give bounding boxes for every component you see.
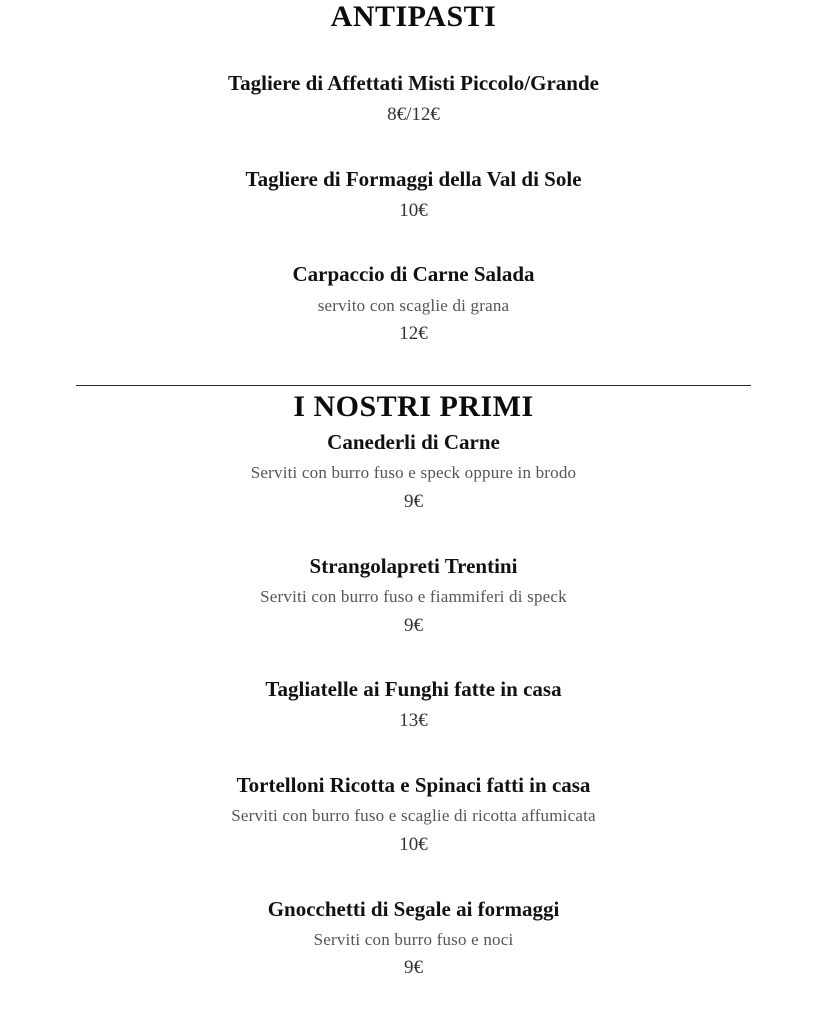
dish-price: 12€	[399, 323, 428, 344]
dish-price: 8€/12€	[387, 104, 440, 125]
dish-name: Canederli di Carne	[327, 430, 500, 454]
dish-description: Serviti con burro fuso e speck oppure in brodo	[250, 463, 577, 482]
dish-name: Tagliere di Formaggi della Val di Sole	[245, 167, 582, 191]
dish-description: servito con scaglie di grana	[317, 296, 510, 315]
dish-name: Carpaccio di Carne Salada	[292, 262, 535, 286]
dish-price: 10€	[399, 200, 428, 221]
dish-name: Strangolapreti Trentini	[309, 554, 518, 578]
dish-description: Serviti con burro fuso e fiammiferi di speck	[260, 587, 567, 606]
section-title-antipasti: ANTIPASTI	[330, 0, 497, 33]
section-divider	[76, 385, 751, 386]
dish-description: Serviti con burro fuso e noci	[313, 930, 514, 949]
dish-price: 10€	[399, 834, 428, 855]
dish-name: Tagliere di Affettati Misti Piccolo/Grande	[228, 71, 599, 95]
dish-price: 9€	[404, 957, 423, 978]
dish-name: Gnocchetti di Segale ai formaggi	[267, 897, 560, 921]
dish-name: Tortelloni Ricotta e Spinaci fatti in casa	[236, 773, 591, 797]
dish-description: Serviti con burro fuso e scaglie di ricotta affumicata	[231, 806, 596, 825]
dish-price: 9€	[404, 615, 423, 636]
dish-name: Tagliatelle ai Funghi fatte in casa	[265, 677, 562, 701]
section-title-primi: I NOSTRI PRIMI	[293, 390, 534, 423]
dish-price: 9€	[404, 491, 423, 512]
dish-price: 13€	[399, 710, 428, 731]
